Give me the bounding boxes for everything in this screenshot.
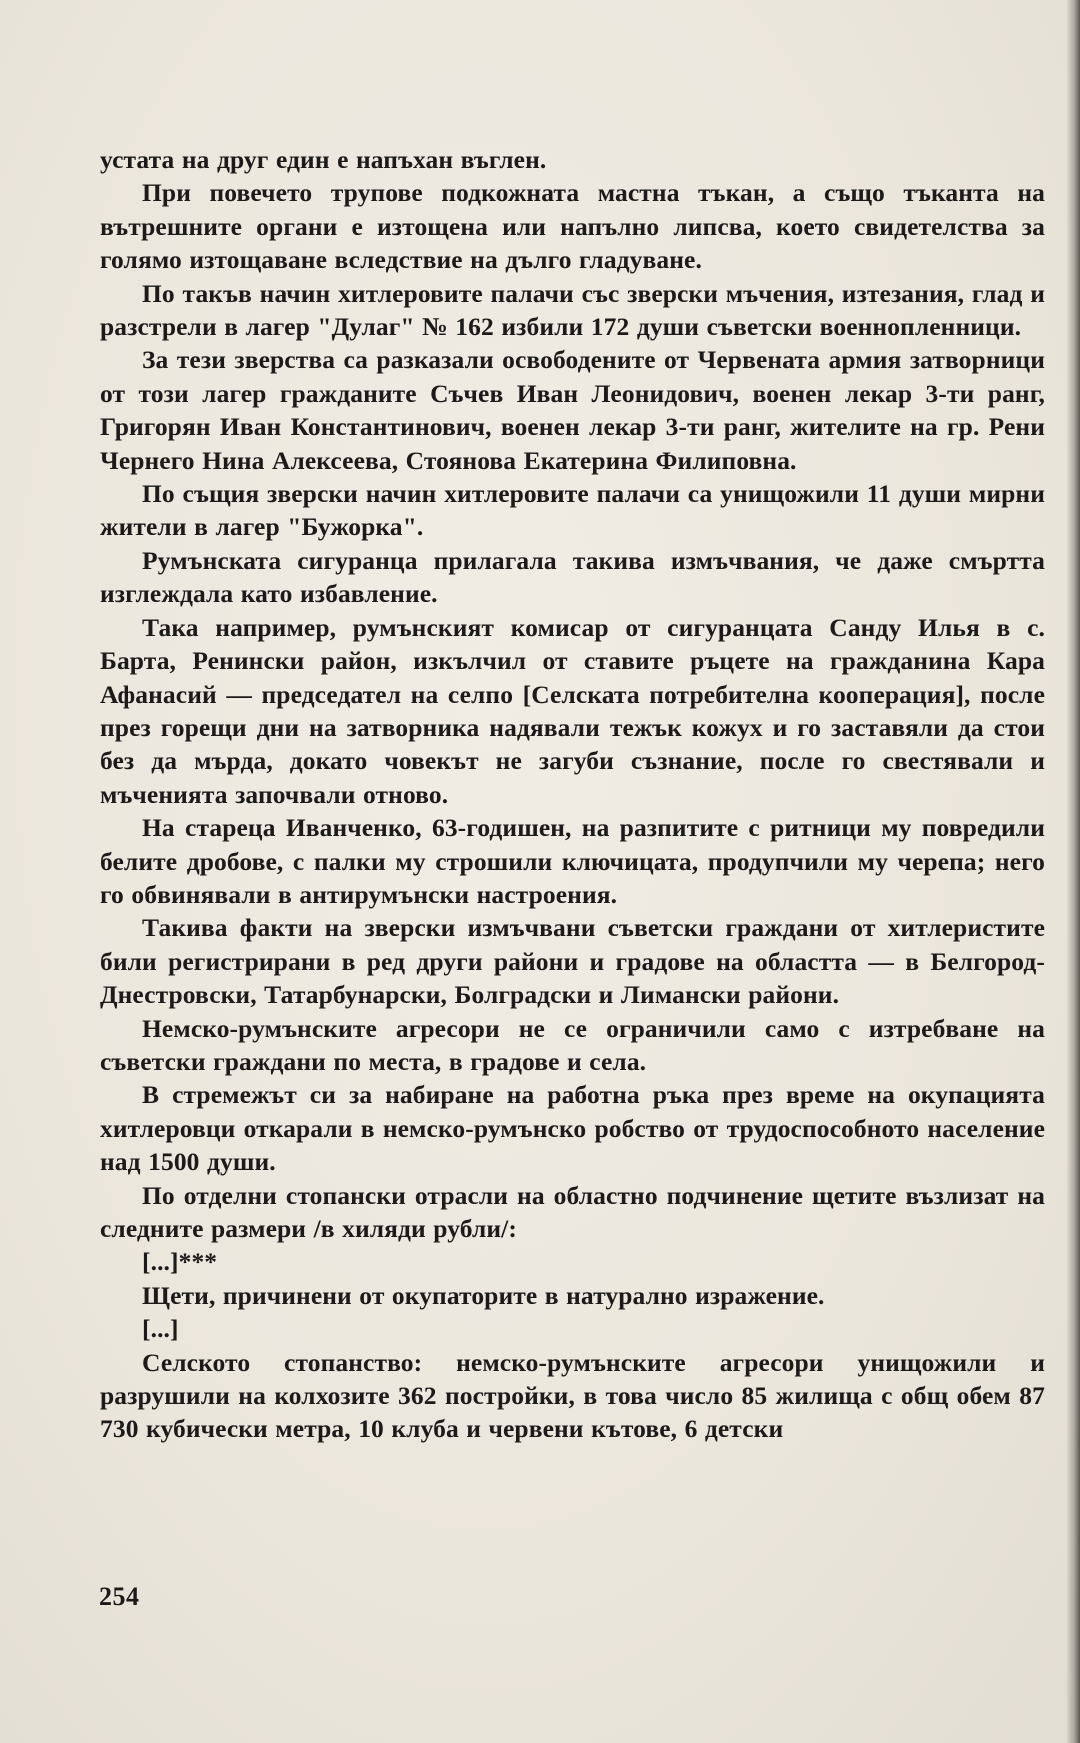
page-spine-shadow xyxy=(1066,0,1080,1743)
paragraph-7: Така например, румънският комисар от сигуранцата Санду Илья в с. Барта, Ренински район, изкълчил от ставите ръцете на гражданина Кара Афанасий — председател на селпо [Селската потребителна кооперация], после през горещи дни на затворника надявали тежък кожух и го заставяли да стои без да мърда, докато човекът не загуби съзнание, после го свестявали и мъченията започвали отново. xyxy=(100,612,1045,809)
paragraph-3: По такъв начин хитлеровите палачи със зверски мъчения, изтезания, глад и разстрели в лагер "Дулаг" № 162 избили 172 души съветски военнопленници. xyxy=(100,278,1045,342)
paragraph-10: Немско-румънските агресори не се ограничили само с изтребване на съветски граждани по места, в градове и села. xyxy=(100,1013,1045,1076)
paragraph-4: За тези зверства са разказали освободените от Червената армия затворници от този лагер гражданите Съчев Иван Леонидович, военен лекар 3-ти ранг, Григорян Иван Константинович, военен лекар 3-ти ранг, жителите на гр. Рени Чернего Нина Алексеева, Стоянова Екатерина Филиповна. xyxy=(100,345,1045,475)
paragraph-8: На стареца Иванченко, 63-годишен, на разпитите с ритници му повредили белите дробове, с палки му строшили ключицата, продупчили му черепа; него го обвинявали в антирумънски настроения. xyxy=(100,813,1045,909)
paragraph-1: устата на друг един е напъхан въглен. xyxy=(100,145,547,174)
omission-marker-2: [...] xyxy=(142,1314,179,1344)
paragraph-6: Румънската сигуранца прилагала такива измъчвания, че даже смъртта изглеждала като избавление. xyxy=(100,545,1045,609)
paragraph-5: По същия зверски начин хитлеровите палачи са унищожили 11 души мирни жители в лагер "Бужорка". xyxy=(100,479,1045,542)
paragraph-11: В стремежът си за набиране на работна ръка през време на окупацията хитлеровци откарали в немско-румънско робство от трудоспособното население над 1500 души. xyxy=(100,1080,1045,1177)
paragraph-13: Щети, причинени от окупаторите в натурално изражение. xyxy=(142,1280,825,1310)
body-text xyxy=(100,143,1045,1446)
paragraph-12: По отделни стопански отрасли на областно подчинение щетите възлизат на следните размери /в хиляди рубли/: xyxy=(100,1180,1045,1243)
paragraph-9: Такива факти на зверски измъчвани съветски граждани от хитлеристите били регистрирани в ред други райони и градове на областта — в Белгород-Днестровски, Татарбунарски, Болградски и Лимански райони. xyxy=(100,913,1045,1010)
omission-marker-1: [...]*** xyxy=(142,1247,218,1277)
page-number: 254 xyxy=(99,1582,140,1611)
paragraph-14: Селското стопанство: немско-румънските агресори унищожили и разрушили на колхозите 362 постройки, в това число 85 жилища с общ обем 87 730 кубически метра, 10 клуба и червени кътове, 6 детски xyxy=(100,1347,1045,1444)
paragraph-2: При повечето трупове подкожната мастна тъкан, а също тъканта на вътрешните органи е изтощена или напълно липсва, което свидетелства за голямо изтощаване вследствие на дълго гладуване. xyxy=(100,178,1045,275)
